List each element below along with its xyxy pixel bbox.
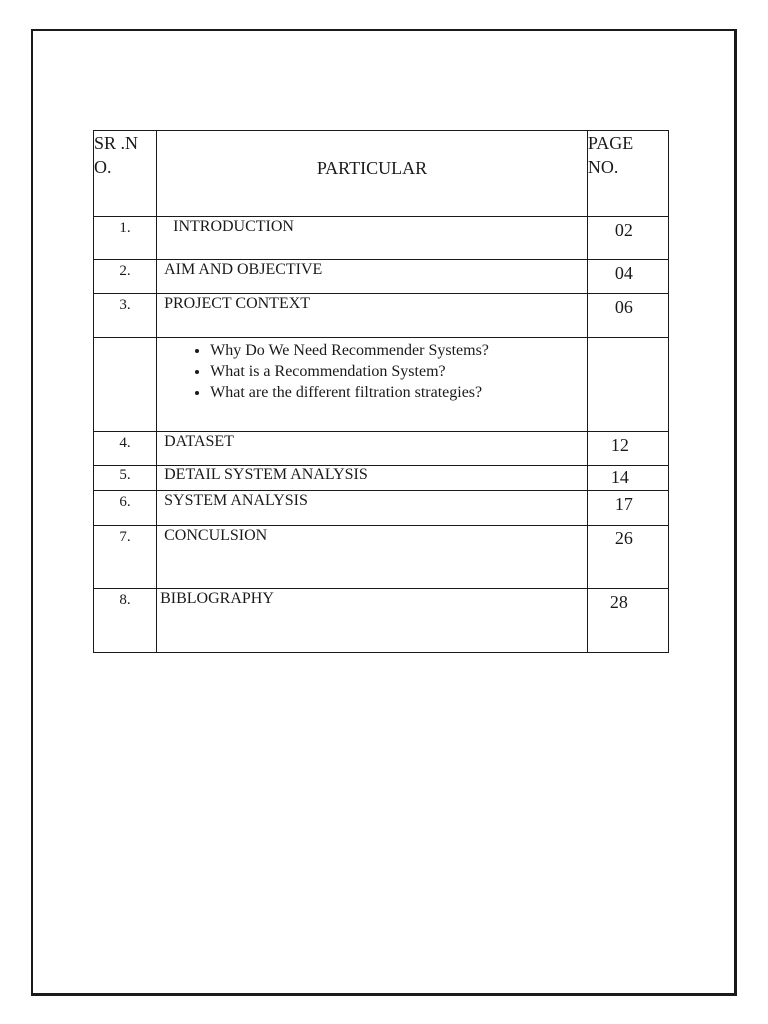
row-title: INTRODUCTION [157,217,588,260]
table-of-contents [93,130,669,653]
row-page: 14 [587,466,668,491]
subtopics-row [94,338,669,432]
row-sr: 1. [94,217,157,260]
list-item: • Why Do We Need Recommender Systems? [210,340,587,361]
row-title: CONCULSION [157,526,588,589]
row-page: 17 [587,491,668,526]
list-item: • What are the different filtration strategies? [210,382,587,403]
row-sr: 8. [94,589,157,653]
subtopics-list [157,338,587,403]
row-sr: 7. [94,526,157,589]
row-sr: 2. [94,260,157,294]
row-title: DATASET [157,432,588,466]
row-sr: 5. [94,466,157,491]
row-page: 06 [587,294,668,338]
row-title: DETAIL SYSTEM ANALYSIS [157,466,588,491]
table-row [94,217,669,260]
row-sr: 4. [94,432,157,466]
subtopics-cell [157,338,588,432]
empty-sr-cell [94,338,157,432]
table-row [94,491,669,526]
row-page: 02 [587,217,668,260]
particular-header: PARTICULAR [157,131,588,217]
row-title: PROJECT CONTEXT [157,294,588,338]
row-sr: 3. [94,294,157,338]
empty-page-cell [587,338,668,432]
row-title: AIM AND OBJECTIVE [157,260,588,294]
page-no-header: PAGE NO. [587,131,668,217]
table-row [94,526,669,589]
row-title: BIBLOGRAPHY [157,589,588,653]
list-item: • What is a Recommendation System? [210,361,587,382]
table-row [94,294,669,338]
row-page: 12 [587,432,668,466]
sr-no-header: SR .N O. [94,131,157,217]
table-row [94,466,669,491]
row-page: 04 [587,260,668,294]
row-title: SYSTEM ANALYSIS [157,491,588,526]
table-row [94,432,669,466]
row-sr: 6. [94,491,157,526]
table-row [94,589,669,653]
table-row [94,260,669,294]
header-row [94,131,669,217]
row-page: 28 [587,589,668,653]
row-page: 26 [587,526,668,589]
